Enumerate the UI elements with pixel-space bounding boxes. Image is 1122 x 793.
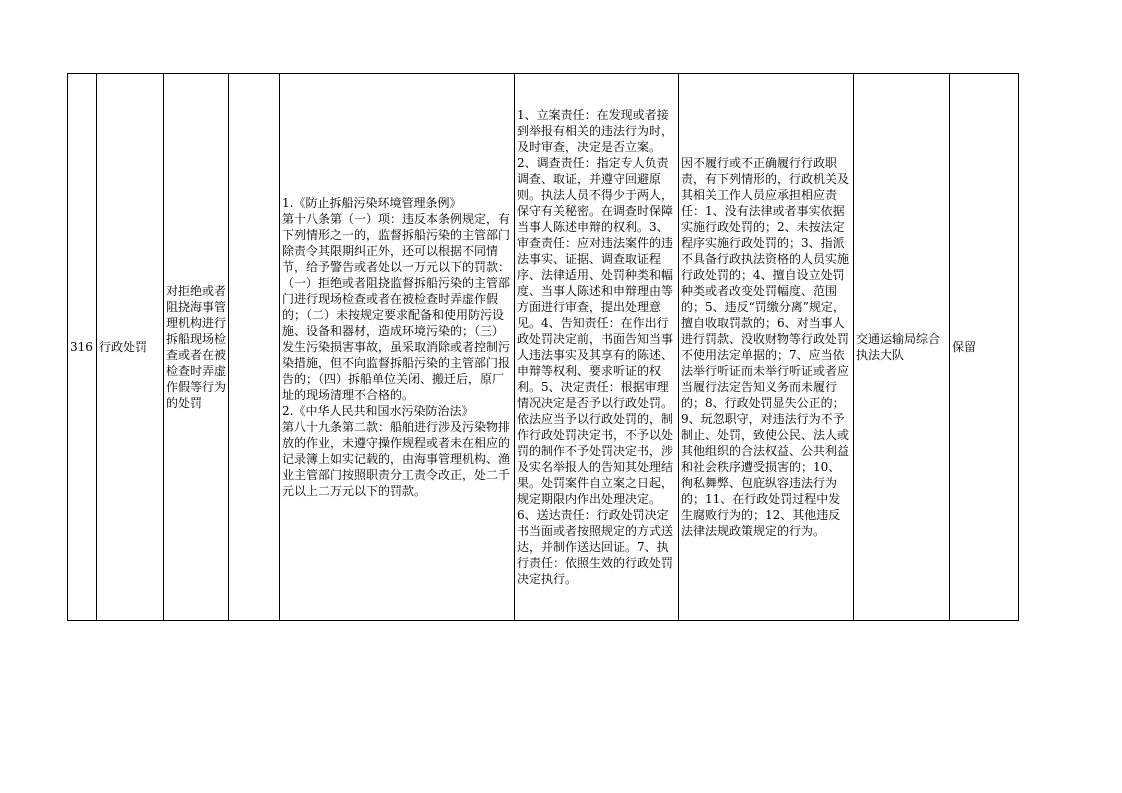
- liability-cell: 因不履行或不正确履行行政职责，有下列情形的，行政机关及其相关工作人员应承担相应责任：1、没有法律或者事实依据实施行政处罚的；2、未按法定程序实施行政处罚的；3、指派不具备行政执法资格的人员实施行政处罚的；4、擅自设立处罚种类或者改变处罚幅度、范围的；5、违反“罚缴分离”规定，擅自收取罚款的；6、对当事人进行罚款、没收财物等行政处罚不使用法定单据的；7、应当依法举行听证而未举行听证或者应当履行法定告知义务而未履行的；8、行政处罚显失公正的；9、玩忽职守，对违法行为不予制止、处罚，致使公民、法人或其他组织的合法权益、公共利益和社会秩序遭受损害的；10、徇私舞弊、包庇纵容违法行为的；11、在行政处罚过程中发生腐败行为的；12、其他违反法律法规政策规定的行为。: [679, 74, 854, 621]
- department-cell: 交通运输局综合执法大队: [854, 74, 950, 621]
- item-number-cell: 316: [68, 74, 97, 621]
- item-name-cell: 对拒绝或者阻挠海事管理机构进行拆船现场检查或者在被检查时弄虚作假等行为的处罚: [164, 74, 229, 621]
- legal-basis-cell: 1.《防止拆船污染环境管理条例》 第十八条第（一）项：违反本条例规定，有下列情形之一的，监督拆船污染的主管部门除责令其限期纠正外，还可以根据不同情节，给予警告或者处以一万元以下的罚款：（一）拒绝或者阻挠监督拆船污染的主管部门进行现场检查或者在被检查时弄虚作假的；（二）未按规定要求配备和使用防污设施、设备和器材，造成环境污染的；（三）发生污染损害事故，虽采取消除或者控制污染措施，但不向监督拆船污染的主管部门报告的；（四）拆船单位关闭、搬迁后，原厂址的现场清理不合格的。 2.《中华人民共和国水污染防治法》 第八十九条第二款：船舶进行涉及污染物排放的作业，未遵守操作规程或者未在相应的记录簿上如实记载的，由海事管理机构、渔业主管部门按照职责分工责令改正，处二千元以上二万元以下的罚款。: [280, 74, 515, 621]
- table-row: [68, 74, 1019, 621]
- power-list-table: [67, 73, 1019, 621]
- power-type-cell: 行政处罚: [97, 74, 164, 621]
- remark-cell: 保留: [950, 74, 1019, 621]
- subitem-cell: [229, 74, 280, 621]
- duty-items-cell: [515, 74, 679, 621]
- duty-items-text: 1、立案责任：在发现或者接到举报有相关的违法行为时，及时审查，决定是否立案。2、调查责任：指定专人负责调查、取证，并遵守回避原则。执法人员不得少于两人，保守有关秘密。在调查时保障当事人陈述申辩的权利。3、审查责任：应对违法案件的违法事实、证据、调查取证程序、法律适用、处罚种类和幅度、当事人陈述和申辩理由等方面进行审查，提出处理意见。4、告知责任：在作出行政处罚决定前，书面告知当事人违法事实及其享有的陈述、申辩等权利、要求听证的权利。5、决定责任：根据审理情况决定是否予以行政处罚。依法应当予以行政处罚的，制作行政处罚决定书，不予以处罚的制作不予处罚决定书，涉及实名举报人的告知其处理结果。处罚案件自立案之日起，规定期限内作出处理决定。 6、送达责任：行政处罚决定书当面或者按照规定的方式送达，并制作送达回证。7、执行责任：依照生效的行政处罚决定执行。: [517, 108, 674, 586]
